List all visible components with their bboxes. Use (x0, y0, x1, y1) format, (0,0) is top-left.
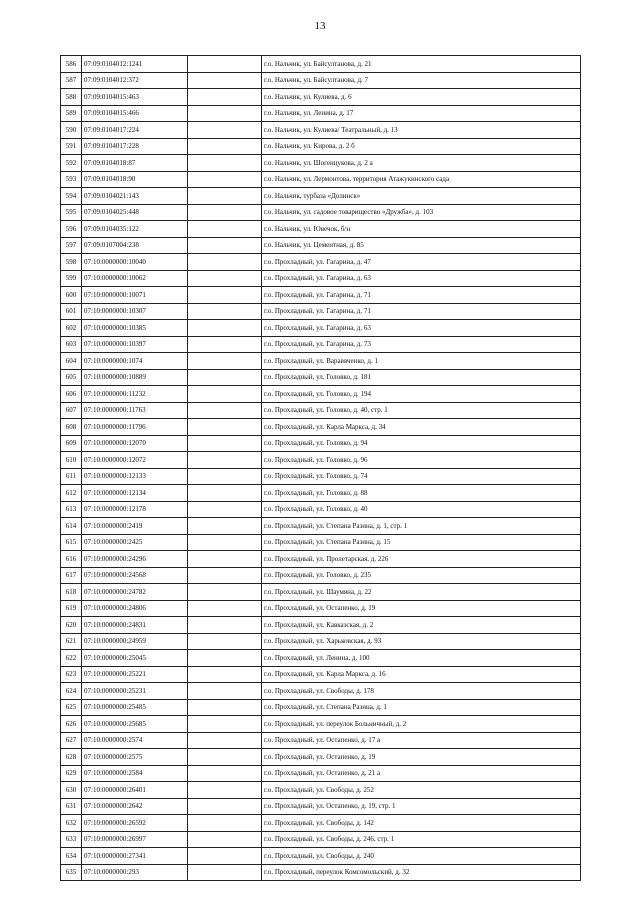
empty-cell (188, 369, 262, 386)
table-row (61, 782, 581, 799)
cadastral-number-cell: 07:10:0000000:27341 (82, 848, 188, 865)
cadastral-number-cell: 07:10:0000000:11763 (82, 402, 188, 419)
cadastral-number-cell: 07:09:0104017:224 (82, 122, 188, 139)
table-row (61, 419, 581, 436)
table-row (61, 122, 581, 139)
cadastral-number-cell: 07:10:0000000:2419 (82, 518, 188, 535)
table-row (61, 551, 581, 568)
address-cell: г.о. Нальчик, ул. Ювечок, б/н (262, 221, 581, 238)
address-cell: г.о. Прохладный, ул. Головко, д. 194 (262, 386, 581, 403)
table-row (61, 600, 581, 617)
address-cell: г.о. Прохладный, ул. Остапенко, д. 19 (262, 749, 581, 766)
cadastral-number-cell: 07:10:0000000:25485 (82, 699, 188, 716)
address-cell: г.о. Прохладный, ул. Остапенко, д. 19, стр. 1 (262, 798, 581, 815)
address-cell: г.о. Прохладный, ул. Гагарина, д. 63 (262, 320, 581, 337)
row-number-cell: 604 (61, 353, 82, 370)
table-row (61, 303, 581, 320)
address-cell: г.о. Прохладный, ул. Карла Маркса, д. 34 (262, 419, 581, 436)
row-number-cell: 592 (61, 155, 82, 172)
address-cell: г.о. Прохладный, ул. Головко, д. 235 (262, 567, 581, 584)
row-number-cell: 606 (61, 386, 82, 403)
row-number-cell: 598 (61, 254, 82, 271)
address-cell: г.о. Прохладный, ул. Остапенко, д. 17 а (262, 732, 581, 749)
cadastral-number-cell: 07:09:0104012:372 (82, 72, 188, 89)
empty-cell (188, 155, 262, 172)
address-cell: г.о. Прохладный, ул. Ленина, д. 100 (262, 650, 581, 667)
empty-cell (188, 831, 262, 848)
table-row (61, 666, 581, 683)
empty-cell (188, 551, 262, 568)
address-cell: г.о. Прохладный, ул. Головко, д. 40, стр. 1 (262, 402, 581, 419)
row-number-cell: 599 (61, 270, 82, 287)
cadastral-number-cell: 07:10:0000000:12134 (82, 485, 188, 502)
row-number-cell: 627 (61, 732, 82, 749)
row-number-cell: 615 (61, 534, 82, 551)
cadastral-number-cell: 07:09:0104015:466 (82, 105, 188, 122)
table-row (61, 105, 581, 122)
cadastral-number-cell: 07:10:0000000:10062 (82, 270, 188, 287)
address-cell: г.о. Прохладный, ул. Карла Маркса, д. 16 (262, 666, 581, 683)
address-cell: г.о. Прохладный, ул. Харьковская, д. 93 (262, 633, 581, 650)
address-cell: г.о. Прохладный, ул. Головко, д. 94 (262, 435, 581, 452)
address-cell: г.о. Нальчик, ул. Лермонтова, территория Атажукинского сада (262, 171, 581, 188)
row-number-cell: 596 (61, 221, 82, 238)
table-row (61, 72, 581, 89)
table-row (61, 369, 581, 386)
empty-cell (188, 56, 262, 73)
table-row (61, 188, 581, 205)
address-cell: г.о. Прохладный, ул. Гагарина, д. 47 (262, 254, 581, 271)
cadastral-number-cell: 07:10:0000000:24959 (82, 633, 188, 650)
table-row (61, 468, 581, 485)
address-cell: г.о. Прохладный, ул. Степана Разина, д. 1 (262, 699, 581, 716)
table-row (61, 485, 581, 502)
address-cell: г.о. Прохладный, ул. Головко, д. 181 (262, 369, 581, 386)
address-cell: г.о. Прохладный, ул. Головко, д. 88 (262, 485, 581, 502)
cadastral-number-cell: 07:10:0000000:12178 (82, 501, 188, 518)
table-row (61, 171, 581, 188)
row-number-cell: 601 (61, 303, 82, 320)
row-number-cell: 586 (61, 56, 82, 73)
cadastral-number-cell: 07:10:0000000:2575 (82, 749, 188, 766)
empty-cell (188, 501, 262, 518)
cadastral-number-cell: 07:10:0000000:26997 (82, 831, 188, 848)
empty-cell (188, 353, 262, 370)
address-cell: г.о. Нальчик, ул. Цементная, д. 85 (262, 237, 581, 254)
address-cell: г.о. Прохладный, ул. Гагарина, д. 71 (262, 303, 581, 320)
row-number-cell: 633 (61, 831, 82, 848)
empty-cell (188, 518, 262, 535)
cadastral-number-cell: 07:09:0104035:122 (82, 221, 188, 238)
cadastral-number-cell: 07:10:0000000:10385 (82, 320, 188, 337)
address-cell: г.о. Прохладный, ул. Вараввченко, д. 1 (262, 353, 581, 370)
row-number-cell: 619 (61, 600, 82, 617)
table-row (61, 254, 581, 271)
row-number-cell: 616 (61, 551, 82, 568)
empty-cell (188, 72, 262, 89)
address-cell: г.о. Прохладный, ул. Степана Разина, д. 15 (262, 534, 581, 551)
cadastral-number-cell: 07:10:0000000:24782 (82, 584, 188, 601)
table-row (61, 732, 581, 749)
address-cell: г.о. Прохладный, ул. переулок Больничный, д. 2 (262, 716, 581, 733)
address-cell: г.о. Прохладный, ул. Свободы, д. 246, стр. 1 (262, 831, 581, 848)
empty-cell (188, 600, 262, 617)
address-cell: г.о. Прохладный, ул. Головко, д. 40 (262, 501, 581, 518)
row-number-cell: 622 (61, 650, 82, 667)
table-row (61, 633, 581, 650)
row-number-cell: 597 (61, 237, 82, 254)
row-number-cell: 613 (61, 501, 82, 518)
empty-cell (188, 188, 262, 205)
cadastral-number-cell: 07:10:0000000:25231 (82, 683, 188, 700)
row-number-cell: 624 (61, 683, 82, 700)
address-cell: г.о. Нальчик, ул. Байсултанова, д. 21 (262, 56, 581, 73)
cadastral-number-cell: 07:10:0000000:25685 (82, 716, 188, 733)
address-cell: г.о. Нальчик, ул. Кирова, д. 2 б (262, 138, 581, 155)
row-number-cell: 594 (61, 188, 82, 205)
row-number-cell: 593 (61, 171, 82, 188)
table-row (61, 584, 581, 601)
cadastral-number-cell: 07:10:0000000:12133 (82, 468, 188, 485)
row-number-cell: 621 (61, 633, 82, 650)
table-row (61, 204, 581, 221)
table-row (61, 798, 581, 815)
row-number-cell: 631 (61, 798, 82, 815)
cadastral-number-cell: 07:09:0104012:1241 (82, 56, 188, 73)
cadastral-number-cell: 07:10:0000000:10307 (82, 303, 188, 320)
address-cell: г.о. Нальчик, ул. Кулиева/ Театральный, д. 13 (262, 122, 581, 139)
empty-cell (188, 237, 262, 254)
cadastral-number-cell: 07:10:0000000:12070 (82, 435, 188, 452)
table-row (61, 287, 581, 304)
row-number-cell: 587 (61, 72, 82, 89)
row-number-cell: 634 (61, 848, 82, 865)
cadastral-number-cell: 07:09:0104017:228 (82, 138, 188, 155)
table-row (61, 518, 581, 535)
row-number-cell: 614 (61, 518, 82, 535)
address-cell: г.о. Нальчик, турбаза «Долинск» (262, 188, 581, 205)
cadastral-number-cell: 07:10:0000000:10889 (82, 369, 188, 386)
row-number-cell: 591 (61, 138, 82, 155)
empty-cell (188, 138, 262, 155)
table-row (61, 237, 581, 254)
row-number-cell: 620 (61, 617, 82, 634)
registry-table (60, 55, 581, 881)
cadastral-number-cell: 07:09:0107004:238 (82, 237, 188, 254)
empty-cell (188, 584, 262, 601)
empty-cell (188, 221, 262, 238)
table-row (61, 864, 581, 881)
address-cell: г.о. Прохладный, ул. Свободы, д. 240 (262, 848, 581, 865)
address-cell: г.о. Нальчик, ул. Байсултанова, д. 7 (262, 72, 581, 89)
empty-cell (188, 732, 262, 749)
empty-cell (188, 254, 262, 271)
table-row (61, 848, 581, 865)
empty-cell (188, 666, 262, 683)
address-cell: г.о. Прохладный, переулок Комсомольский, д. 32 (262, 864, 581, 881)
table-row (61, 435, 581, 452)
table-row (61, 716, 581, 733)
row-number-cell: 612 (61, 485, 82, 502)
row-number-cell: 609 (61, 435, 82, 452)
cadastral-number-cell: 07:10:0000000:2425 (82, 534, 188, 551)
empty-cell (188, 89, 262, 106)
row-number-cell: 611 (61, 468, 82, 485)
row-number-cell: 629 (61, 765, 82, 782)
row-number-cell: 607 (61, 402, 82, 419)
empty-cell (188, 336, 262, 353)
address-cell: г.о. Прохладный, ул. Шаумяна, д. 22 (262, 584, 581, 601)
empty-cell (188, 699, 262, 716)
address-cell: г.о. Нальчик, ул. Ленина, д. 17 (262, 105, 581, 122)
table-row (61, 683, 581, 700)
cadastral-number-cell: 07:10:0000000:11232 (82, 386, 188, 403)
empty-cell (188, 204, 262, 221)
registry-table-body (61, 56, 581, 881)
address-cell: г.о. Прохладный, ул. Остапенко, д. 21 а (262, 765, 581, 782)
cadastral-number-cell: 07:10:0000000:293 (82, 864, 188, 881)
table-row (61, 155, 581, 172)
table-row (61, 567, 581, 584)
table-row (61, 89, 581, 106)
address-cell: г.о. Нальчик, ул. Кулиева, д. 6 (262, 89, 581, 106)
empty-cell (188, 782, 262, 799)
row-number-cell: 617 (61, 567, 82, 584)
empty-cell (188, 270, 262, 287)
table-row (61, 501, 581, 518)
row-number-cell: 590 (61, 122, 82, 139)
cadastral-number-cell: 07:10:0000000:26401 (82, 782, 188, 799)
address-cell: г.о. Прохладный, ул. Головко, д. 96 (262, 452, 581, 469)
table-row (61, 534, 581, 551)
address-cell: г.о. Прохладный, ул. Свободы, д. 178 (262, 683, 581, 700)
address-cell: г.о. Прохладный, ул. Гагарина, д. 73 (262, 336, 581, 353)
empty-cell (188, 765, 262, 782)
table-row (61, 452, 581, 469)
row-number-cell: 602 (61, 320, 82, 337)
cadastral-number-cell: 07:10:0000000:2642 (82, 798, 188, 815)
empty-cell (188, 435, 262, 452)
table-row (61, 831, 581, 848)
empty-cell (188, 303, 262, 320)
address-cell: г.о. Нальчик, ул. Шогенцукова, д. 2 а (262, 155, 581, 172)
row-number-cell: 632 (61, 815, 82, 832)
empty-cell (188, 386, 262, 403)
empty-cell (188, 452, 262, 469)
row-number-cell: 588 (61, 89, 82, 106)
row-number-cell: 626 (61, 716, 82, 733)
empty-cell (188, 402, 262, 419)
empty-cell (188, 122, 262, 139)
empty-cell (188, 749, 262, 766)
cadastral-number-cell: 07:10:0000000:25221 (82, 666, 188, 683)
cadastral-number-cell: 07:10:0000000:10071 (82, 287, 188, 304)
empty-cell (188, 468, 262, 485)
cadastral-number-cell: 07:09:0104025:448 (82, 204, 188, 221)
empty-cell (188, 534, 262, 551)
table-row (61, 56, 581, 73)
row-number-cell: 608 (61, 419, 82, 436)
cadastral-number-cell: 07:10:0000000:24296 (82, 551, 188, 568)
row-number-cell: 605 (61, 369, 82, 386)
table-row (61, 353, 581, 370)
table-row (61, 650, 581, 667)
cadastral-number-cell: 07:10:0000000:2584 (82, 765, 188, 782)
cadastral-number-cell: 07:09:0104018:87 (82, 155, 188, 172)
cadastral-number-cell: 07:10:0000000:26592 (82, 815, 188, 832)
cadastral-number-cell: 07:10:0000000:24806 (82, 600, 188, 617)
address-cell: г.о. Прохладный, ул. Гагарина, д. 71 (262, 287, 581, 304)
cadastral-number-cell: 07:10:0000000:11796 (82, 419, 188, 436)
address-cell: г.о. Нальчик, ул. садовое товарищество «Дружба», д. 103 (262, 204, 581, 221)
row-number-cell: 595 (61, 204, 82, 221)
row-number-cell: 600 (61, 287, 82, 304)
row-number-cell: 623 (61, 666, 82, 683)
address-cell: г.о. Прохладный, ул. Гагарина, д. 63 (262, 270, 581, 287)
cadastral-number-cell: 07:10:0000000:12072 (82, 452, 188, 469)
empty-cell (188, 798, 262, 815)
row-number-cell: 589 (61, 105, 82, 122)
table-row (61, 221, 581, 238)
cadastral-number-cell: 07:10:0000000:25045 (82, 650, 188, 667)
empty-cell (188, 815, 262, 832)
row-number-cell: 628 (61, 749, 82, 766)
cadastral-number-cell: 07:10:0000000:10040 (82, 254, 188, 271)
cadastral-number-cell: 07:10:0000000:1074 (82, 353, 188, 370)
cadastral-number-cell: 07:10:0000000:10397 (82, 336, 188, 353)
table-row (61, 765, 581, 782)
empty-cell (188, 287, 262, 304)
page-number: 13 (314, 20, 326, 32)
table-row (61, 699, 581, 716)
table-row (61, 617, 581, 634)
table-row (61, 402, 581, 419)
empty-cell (188, 105, 262, 122)
row-number-cell: 625 (61, 699, 82, 716)
empty-cell (188, 633, 262, 650)
cadastral-number-cell: 07:10:0000000:24568 (82, 567, 188, 584)
empty-cell (188, 171, 262, 188)
row-number-cell: 635 (61, 864, 82, 881)
table-row (61, 270, 581, 287)
table-row (61, 815, 581, 832)
row-number-cell: 630 (61, 782, 82, 799)
address-cell: г.о. Прохладный, ул. Свободы, д. 142 (262, 815, 581, 832)
empty-cell (188, 567, 262, 584)
empty-cell (188, 485, 262, 502)
address-cell: г.о. Прохладный, ул. Головко, д. 74 (262, 468, 581, 485)
cadastral-number-cell: 07:09:0104021:143 (82, 188, 188, 205)
address-cell: г.о. Прохладный, ул. Свободы, д. 252 (262, 782, 581, 799)
row-number-cell: 610 (61, 452, 82, 469)
address-cell: г.о. Прохладный, ул. Степана Разина, д. 1, стр. 1 (262, 518, 581, 535)
empty-cell (188, 617, 262, 634)
empty-cell (188, 650, 262, 667)
cadastral-number-cell: 07:10:0000000:2574 (82, 732, 188, 749)
row-number-cell: 603 (61, 336, 82, 353)
empty-cell (188, 716, 262, 733)
cadastral-number-cell: 07:09:0104018:90 (82, 171, 188, 188)
table-row (61, 749, 581, 766)
row-number-cell: 618 (61, 584, 82, 601)
address-cell: г.о. Прохладный, ул. Пролетарская, д. 226 (262, 551, 581, 568)
empty-cell (188, 683, 262, 700)
empty-cell (188, 864, 262, 881)
empty-cell (188, 848, 262, 865)
address-cell: г.о. Прохладный, ул. Кавказская, д. 2 (262, 617, 581, 634)
table-row (61, 138, 581, 155)
table-row (61, 336, 581, 353)
address-cell: г.о. Прохладный, ул. Остапенко, д. 19 (262, 600, 581, 617)
table-row (61, 386, 581, 403)
cadastral-number-cell: 07:09:0104015:463 (82, 89, 188, 106)
table-row (61, 320, 581, 337)
cadastral-number-cell: 07:10:0000000:24831 (82, 617, 188, 634)
empty-cell (188, 419, 262, 436)
empty-cell (188, 320, 262, 337)
